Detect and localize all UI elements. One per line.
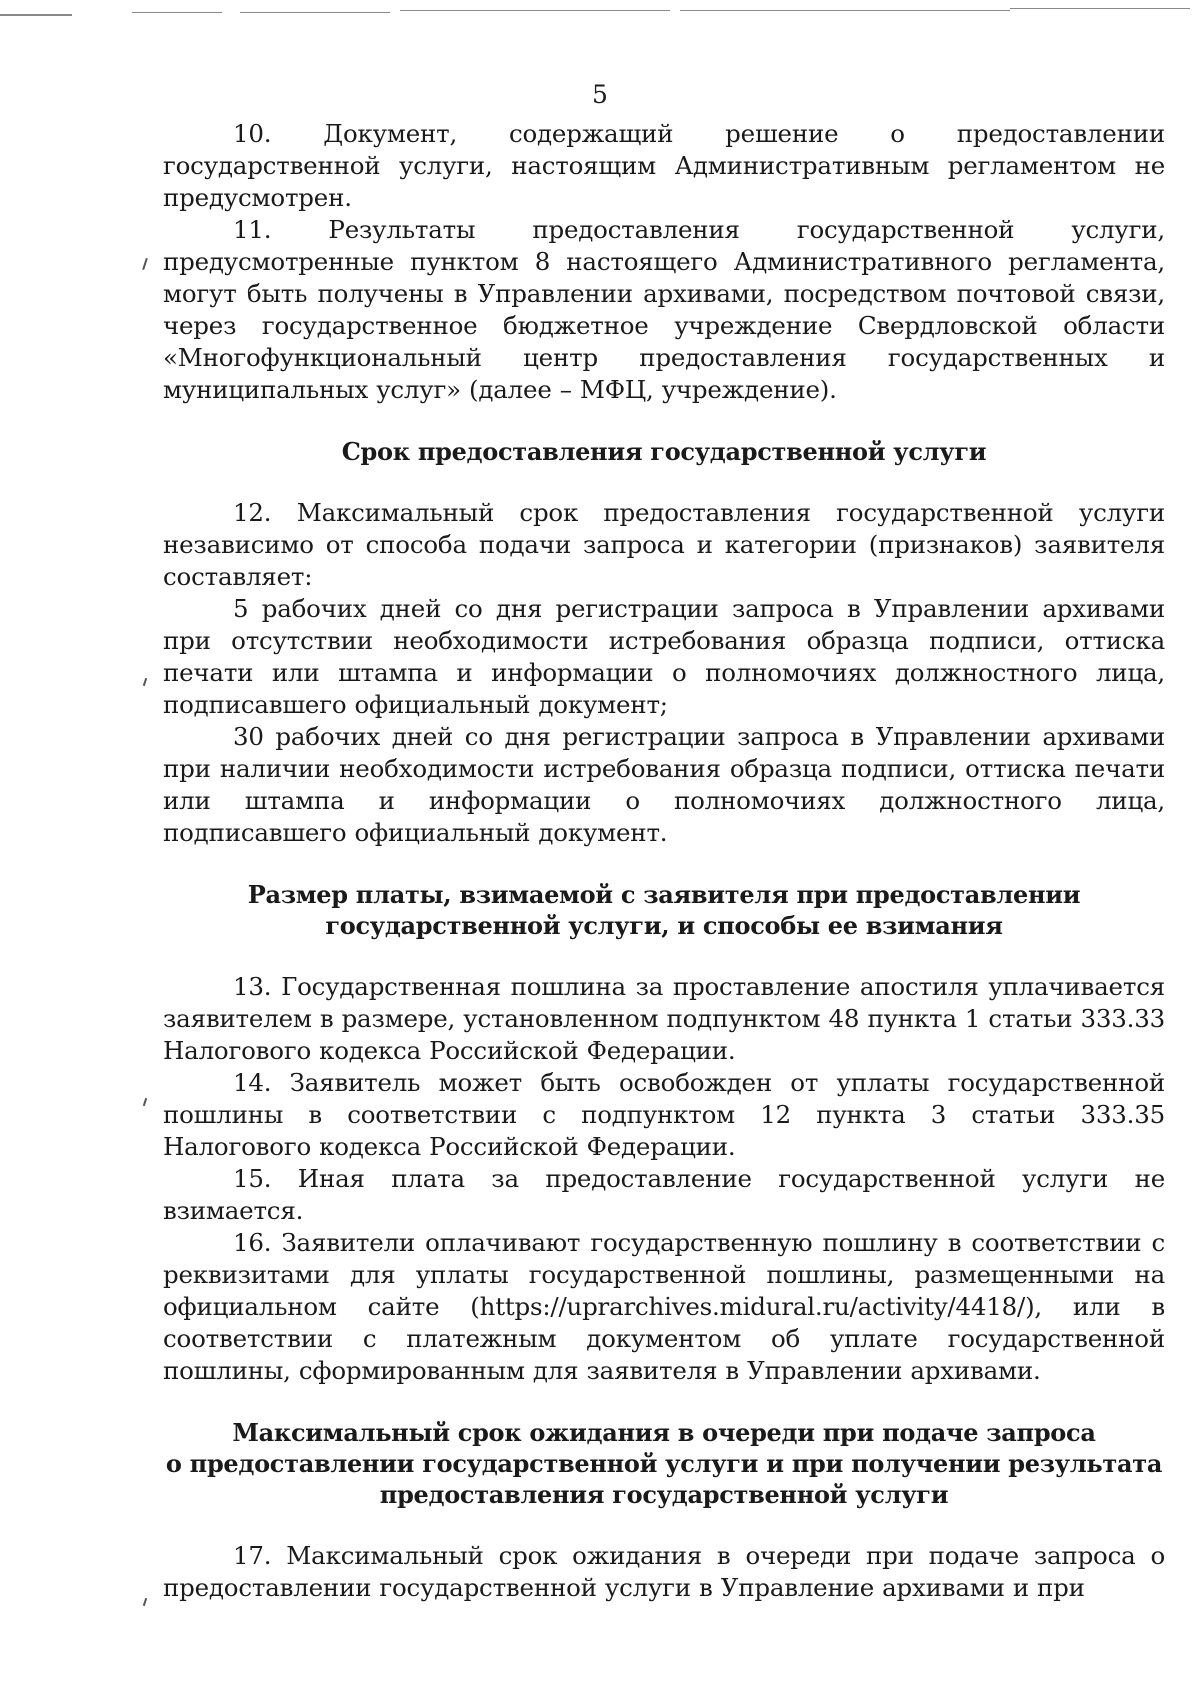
heading-line: предоставления государственной услуги (379, 1480, 949, 1509)
paragraph: 15. Иная плата за предоставление государственной услуги не взимается. (163, 1164, 1165, 1225)
paragraph: 16. Заявители оплачивают государственную пошлину в соответствии с реквизитами для уплаты государственной пошлины, размещенными на официальном сайте (https://uprarchives.midural.ru/activity/4418/), или в соответствии с платежным документом об уплате государственной пошлины, сформированным для заявителя в Управлении архивами. (163, 1228, 1165, 1385)
document-body (163, 118, 1165, 1604)
section-heading (163, 1417, 1165, 1510)
heading-line: Срок предоставления государственной услуги (341, 437, 987, 466)
spacer (163, 467, 1165, 497)
heading-line: о предоставлении государственной услуги и при получении результата (165, 1449, 1163, 1478)
paragraph: 11. Результаты предоставления государственной услуги, предусмотренные пунктом 8 настоящего Административного регламента, могут быть получены в Управлении архивами, посредством почтовой связи, через государственное бюджетное учреждение Свердловской области «Многофункциональный центр предоставления государственных и муниципальных услуг» (далее – МФЦ, учреждение). (163, 215, 1165, 404)
spacer (163, 849, 1165, 879)
margin-mark (143, 1098, 147, 1106)
margin-mark (143, 1598, 147, 1606)
scan-edge-line (0, 14, 72, 16)
paragraph: 30 рабочих дней со дня регистрации запроса в Управлении архивами при наличии необходимости истребования образца подписи, оттиска печати или штампа и информации о полномочиях должностного лица, подписавшего официальный документ. (163, 722, 1165, 847)
paragraph: 5 рабочих дней со дня регистрации запроса в Управлении архивами при отсутствии необходимости истребования образца подписи, оттиска печати или штампа и информации о полномочиях должностного лица, подписавшего официальный документ; (163, 594, 1165, 719)
paragraph: 12. Максимальный срок предоставления государственной услуги независимо от способа подачи запроса и категории (признаков) заявителя составляет: (163, 498, 1165, 591)
margin-mark (142, 258, 148, 270)
paragraph: 13. Государственная пошлина за проставление апостиля уплачивается заявителем в размере, установленном подпунктом 48 пункта 1 статьи 333.33 Налогового кодекса Российской Федерации. (163, 972, 1165, 1065)
heading-line: Размер платы, взимаемой с заявителя при предоставлении (247, 880, 1081, 909)
heading-line: Максимальный срок ожидания в очереди при подаче запроса (232, 1418, 1096, 1447)
spacer (163, 1510, 1165, 1540)
scan-edge-line (240, 12, 390, 13)
scan-edge-line (680, 10, 1010, 11)
spacer (163, 1387, 1165, 1417)
paragraph: 10. Документ, содержащий решение о предоставлении государственной услуги, настоящим Административным регламентом не предусмотрен. (163, 119, 1165, 212)
paragraph: 17. Максимальный срок ожидания в очереди при подаче запроса о предоставлении государственной услуги в Управление архивами и при (163, 1541, 1165, 1602)
section-heading (163, 436, 1165, 467)
heading-line: государственной услуги, и способы ее взимания (325, 911, 1003, 940)
section-heading (163, 879, 1165, 941)
scan-edge-line (1010, 8, 1190, 9)
scan-edge-line (400, 10, 670, 11)
page-number: 5 (592, 80, 608, 109)
spacer (163, 941, 1165, 971)
paragraph: 14. Заявитель может быть освобожден от уплаты государственной пошлины в соответствии с подпунктом 12 пункта 3 статьи 333.35 Налогового кодекса Российской Федерации. (163, 1068, 1165, 1161)
spacer (163, 406, 1165, 436)
scan-edge-line (132, 12, 222, 13)
margin-mark (143, 678, 147, 686)
